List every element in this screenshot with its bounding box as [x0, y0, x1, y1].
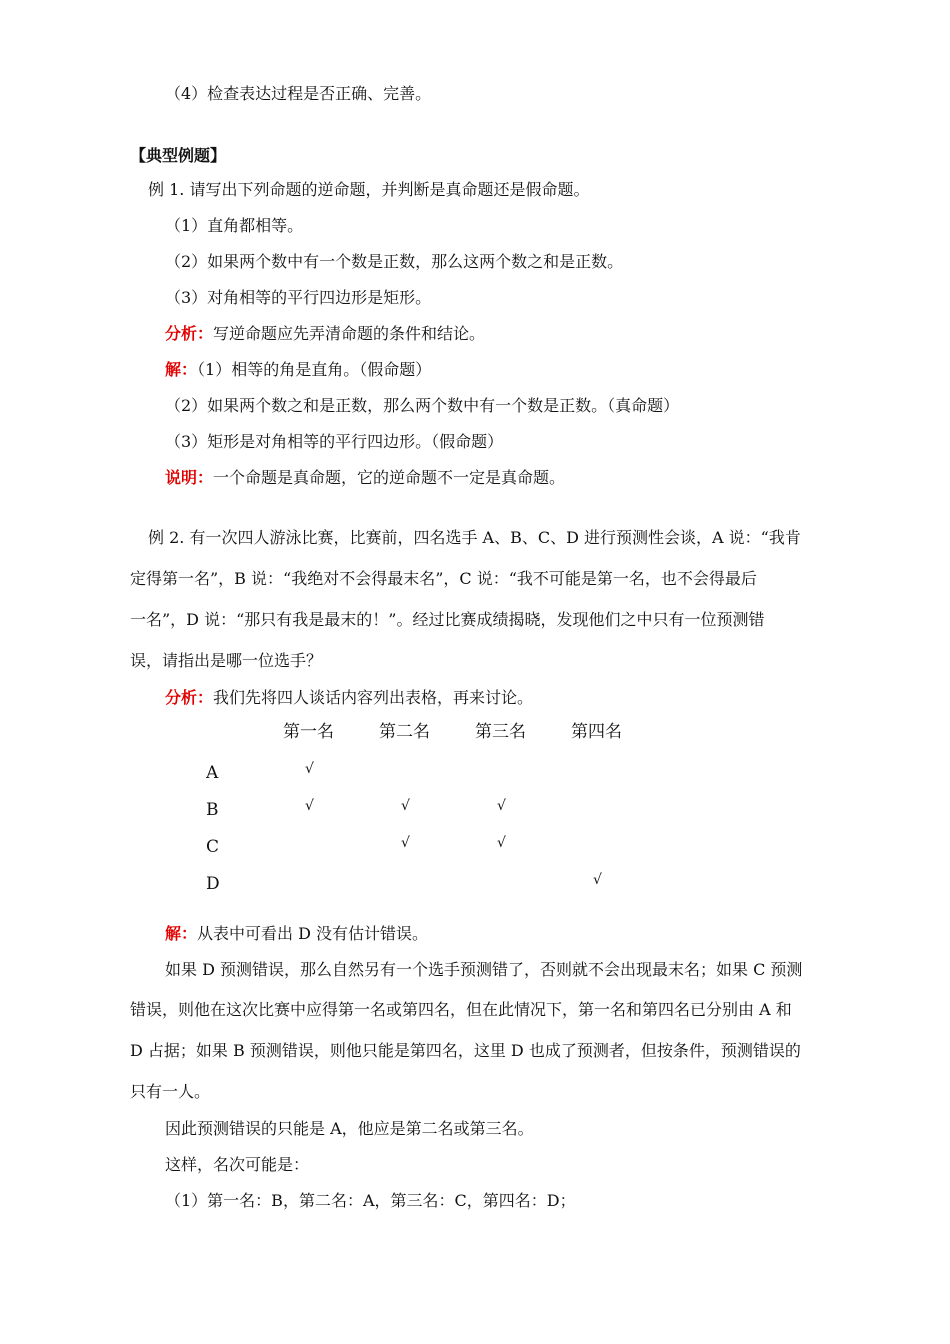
check-mark-c-3: √: [497, 835, 506, 851]
note-text: 一个命题是真命题，它的逆命题不一定是真命题。: [213, 468, 566, 487]
example-1-item-3: （3）对角相等的平行四边形是矩形。: [165, 288, 432, 307]
check-mark-b-3: √: [497, 798, 506, 814]
example-1-analysis: [165, 324, 485, 344]
table-header-2: 第二名: [379, 722, 430, 742]
paragraph-1-line-4: 只有一人。: [130, 1082, 211, 1101]
table-header-3: 第三名: [475, 722, 526, 742]
note-label: 说明：: [165, 468, 214, 487]
paragraph-3: 这样，名次可能是：: [165, 1155, 310, 1174]
example-2-line-4: 误，请指出是哪一位选手？: [130, 651, 323, 670]
example-2-line-1: 例 2. 有一次四人游泳比赛，比赛前，四名选手 A、B、C、D 进行预测性会谈，A 说：“我肯: [148, 528, 801, 547]
analysis-text: 我们先将四人谈话内容列出表格，再来讨论。: [213, 688, 534, 707]
example-2-line-2: 定得第一名”，B 说：“我绝对不会得最末名”，C 说：“我不可能是第一名，也不会得最后: [130, 569, 757, 588]
ranking-option-1: （1）第一名：B，第二名：A，第三名：C，第四名：D；: [165, 1191, 576, 1210]
table-row-label-c: C: [206, 837, 220, 857]
section-title: 【典型例题】: [130, 146, 227, 165]
solution-label: 解：: [165, 924, 198, 943]
step-4-text: （4）检查表达过程是否正确、完善。: [165, 84, 432, 103]
example-1-solution: [165, 360, 431, 380]
table-row-label-d: D: [206, 874, 220, 894]
example-1-item-2: （2）如果两个数中有一个数是正数，那么这两个数之和是正数。: [165, 252, 624, 271]
table-row-label-b: B: [206, 800, 219, 820]
check-mark-d-4: √: [593, 872, 602, 888]
check-mark-a-1: √: [305, 761, 314, 777]
solution-text: 从表中可看出 D 没有估计错误。: [197, 924, 429, 943]
table-row-label-a: A: [206, 763, 219, 783]
paragraph-1-line-3: D 占据；如果 B 预测错误，则他只能是第四名，这里 D 也成了预测者，但按条件，预测错误的: [130, 1041, 801, 1060]
example-2-analysis: [165, 688, 533, 708]
check-mark-c-2: √: [401, 835, 410, 851]
analysis-label: 分析：: [165, 688, 214, 707]
analysis-label: 分析：: [165, 324, 214, 343]
example-2-solution: [165, 924, 428, 944]
table-header-1: 第一名: [283, 722, 334, 742]
analysis-text: 写逆命题应先弄清命题的条件和结论。: [213, 324, 486, 343]
solution-text-3: （3）矩形是对角相等的平行四边形。（假命题）: [165, 432, 504, 451]
paragraph-2: 因此预测错误的只能是 A，他应是第二名或第三名。: [165, 1119, 534, 1138]
table-header-4: 第四名: [571, 722, 622, 742]
example-2-line-3: 一名”，D 说：“那只有我是最末的！”。经过比赛成绩揭晓，发现他们之中只有一位预测错: [130, 610, 765, 629]
paragraph-1-line-2: 错误，则他在这次比赛中应得第一名或第四名，但在此情况下，第一名和第四名已分别由 A 和: [130, 1000, 792, 1019]
solution-label: 解：: [165, 360, 198, 379]
paragraph-1-line-1: 如果 D 预测错误，那么自然另有一个选手预测错了，否则就不会出现最末名；如果 C 预测: [165, 960, 803, 979]
solution-text-1: （1）相等的角是直角。（假命题）: [197, 360, 432, 379]
example-1-note: [165, 468, 565, 488]
example-1-item-1: （1）直角都相等。: [165, 216, 304, 235]
check-mark-b-2: √: [401, 798, 410, 814]
example-1-prompt: 例 1. 请写出下列命题的逆命题，并判断是真命题还是假命题。: [148, 180, 590, 199]
solution-text-2: （2）如果两个数之和是正数，那么两个数中有一个数是正数。（真命题）: [165, 396, 680, 415]
check-mark-b-1: √: [305, 798, 314, 814]
